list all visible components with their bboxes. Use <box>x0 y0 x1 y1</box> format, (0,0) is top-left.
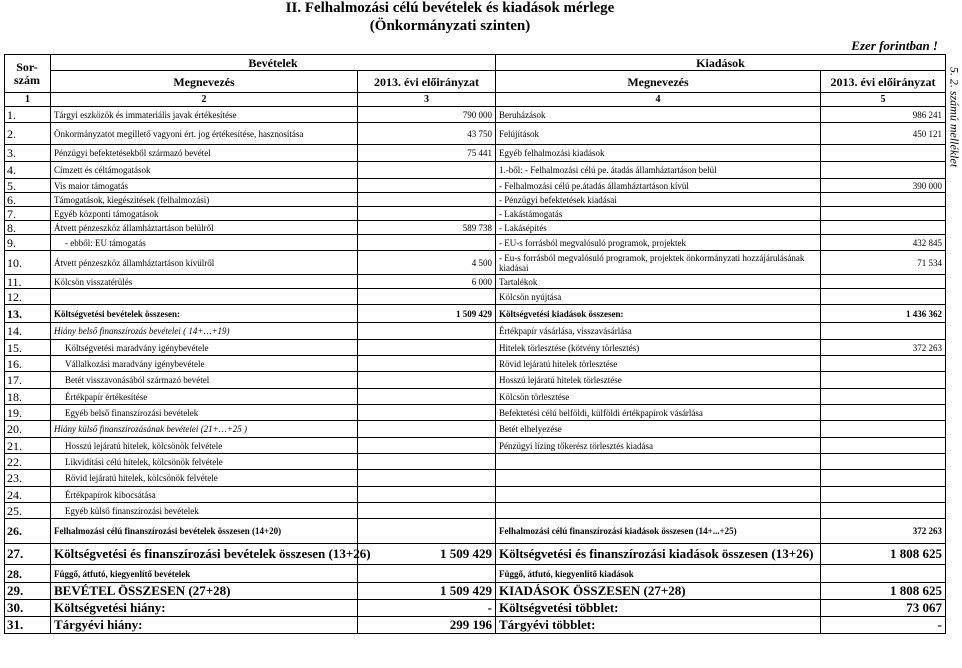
revenue-value <box>358 503 496 519</box>
expense-name: Költségvetési kiadások összesen: <box>496 305 821 323</box>
revenue-value: 299 196 <box>358 617 496 634</box>
row-number: 31. <box>5 617 51 634</box>
revenue-name: Hosszú lejáratú hitelek, kölcsönök felvétele <box>51 438 358 454</box>
expense-value <box>821 372 946 389</box>
revenue-value: 1 509 429 <box>358 305 496 323</box>
header-eloiranyzat-left: 2013. évi előirányzat <box>358 71 496 93</box>
table-row <box>5 487 946 503</box>
expense-name: KIADÁSOK ÖSSZESEN (27+28) <box>496 583 821 600</box>
expense-name: Kölcsön törlesztése <box>496 389 821 405</box>
revenue-name: Függő, átfutó, kiegyenlítő bevételek <box>51 565 358 583</box>
table-row <box>5 162 946 179</box>
row-number: 20. <box>5 421 51 438</box>
revenue-name <box>51 289 358 305</box>
table-row <box>5 145 946 162</box>
page-subtitle: (Önkormányzati szinten) <box>369 18 531 34</box>
revenue-name: Tárgyi eszközök és immateriális javak értékesítése <box>51 107 358 123</box>
revenue-name: Hiány belső finanszírozás bevételei ( 14+…+19) <box>51 323 358 340</box>
row-number: 13. <box>5 305 51 323</box>
revenue-value: - <box>358 600 496 617</box>
revenue-name: Rövid lejáratú hitelek, kölcsönök felvétele <box>51 470 358 487</box>
revenue-value: 43 750 <box>358 123 496 145</box>
row-number: 2. <box>5 123 51 145</box>
expense-name: - EU-s forrásból megvalósuló programok, projektek <box>496 235 821 251</box>
revenue-value: 790 000 <box>358 107 496 123</box>
revenue-value: 75 441 <box>358 145 496 162</box>
expense-name: Rövid lejáratú hitelek törlesztése <box>496 356 821 372</box>
expense-value <box>821 221 946 235</box>
expense-value <box>821 145 946 162</box>
row-number: 4. <box>5 162 51 179</box>
row-number: 9. <box>5 235 51 251</box>
row-number: 19. <box>5 405 51 421</box>
row-number: 1. <box>5 107 51 123</box>
expense-name: Befektetési célú belföldi, külföldi értékpapírok vásárlása <box>496 405 821 421</box>
revenue-value <box>358 235 496 251</box>
table-row <box>5 221 946 235</box>
revenue-name: Költségvetési hiány: <box>51 600 358 617</box>
table-row <box>5 207 946 221</box>
expense-value: 1 808 625 <box>821 544 946 565</box>
expense-name: Tartalékok <box>496 275 821 289</box>
revenue-name: Egyéb központi támogatások <box>51 207 358 221</box>
header-col-1: 1 <box>5 93 51 107</box>
row-number: 11. <box>5 275 51 289</box>
revenue-name: Betét visszavonásából származó bevétel <box>51 372 358 389</box>
row-number: 3. <box>5 145 51 162</box>
expense-name: Kölcsön nyújtása <box>496 289 821 305</box>
row-number: 10. <box>5 251 51 275</box>
table-row <box>5 275 946 289</box>
revenue-name: Címzett és céltámogatások <box>51 162 358 179</box>
row-number: 29. <box>5 583 51 600</box>
header-megnevezes-left: Megnevezés <box>51 71 358 93</box>
header-sorszam <box>5 55 51 93</box>
expense-value <box>821 275 946 289</box>
revenue-value: 4 500 <box>358 251 496 275</box>
revenue-name: Költségvetési bevételek összesen: <box>51 305 358 323</box>
header-col-4: 4 <box>496 93 821 107</box>
expense-name: Értékpapír vásárlása, visszavásárlása <box>496 323 821 340</box>
revenue-value <box>358 454 496 470</box>
expense-name: Felhalmozási célú finanszírozási kiadások összesen (14+...+25) <box>496 519 821 544</box>
revenue-name: Egyéb külső finanszírozási bevételek <box>51 503 358 519</box>
revenue-name: Átvett pénzeszköz államháztartáson kívülről <box>51 251 358 275</box>
revenue-name: Átvett pénzeszköz államháztartáson belülről <box>51 221 358 235</box>
unit-label: Ezer forintban ! <box>851 38 938 53</box>
row-number: 6. <box>5 193 51 207</box>
table-row <box>5 617 946 634</box>
expense-value <box>821 438 946 454</box>
expense-value: 372 263 <box>821 340 946 356</box>
table-row <box>5 503 946 519</box>
expense-value: 450 121 <box>821 123 946 145</box>
expense-value <box>821 454 946 470</box>
revenue-name: Hiány külső finanszírozásának bevételei (21+…+25 ) <box>51 421 358 438</box>
table-row <box>5 340 946 356</box>
expense-name: - Eu-s forrásból megvalósuló programok, projektek önkormányzati hozzájárulásának kiadásai <box>496 251 821 275</box>
expense-value <box>821 405 946 421</box>
expense-value: 986 241 <box>821 107 946 123</box>
table-row <box>5 544 946 565</box>
expense-name: Függő, átfutó, kiegyenlítő kiadások <box>496 565 821 583</box>
row-number: 24. <box>5 487 51 503</box>
table-row <box>5 123 946 145</box>
table-row <box>5 454 946 470</box>
expense-value <box>821 470 946 487</box>
table-body <box>5 107 946 634</box>
revenue-name: Értékpapírok kibocsátása <box>51 487 358 503</box>
row-number: 16. <box>5 356 51 372</box>
revenue-name: Támogatások, kiegészítések (felhalmozási) <box>51 193 358 207</box>
row-number: 28. <box>5 565 51 583</box>
table-row <box>5 107 946 123</box>
expense-name <box>496 487 821 503</box>
revenue-name: Felhalmozási célú finanszírozási bevételek összesen (14+20) <box>51 519 358 544</box>
row-number: 5. <box>5 179 51 193</box>
expense-value: 432 845 <box>821 235 946 251</box>
table-row <box>5 305 946 323</box>
expense-name: - Pénzügyi befektetések kiadásai <box>496 193 821 207</box>
table-row <box>5 235 946 251</box>
revenue-value: 6 000 <box>358 275 496 289</box>
table-row <box>5 421 946 438</box>
expense-value: - <box>821 617 946 634</box>
revenue-name: Költségvetési maradvány igénybevétele <box>51 340 358 356</box>
expense-value: 1 436 362 <box>821 305 946 323</box>
expense-value <box>821 356 946 372</box>
row-number: 8. <box>5 221 51 235</box>
table-row <box>5 251 946 275</box>
row-number: 21. <box>5 438 51 454</box>
revenue-name: BEVÉTEL ÖSSZESEN (27+28) <box>51 583 358 600</box>
revenue-value <box>358 470 496 487</box>
row-number: 18. <box>5 389 51 405</box>
expense-value <box>821 503 946 519</box>
expense-value <box>821 193 946 207</box>
table-row <box>5 356 946 372</box>
revenue-value: 589 738 <box>358 221 496 235</box>
row-number: 27. <box>5 544 51 565</box>
expense-name: Felújítások <box>496 123 821 145</box>
table-row <box>5 519 946 544</box>
revenue-value <box>358 519 496 544</box>
expense-name: Pénzügyi lízing tőkerész törlesztés kiadása <box>496 438 821 454</box>
table-row <box>5 470 946 487</box>
table-row <box>5 179 946 193</box>
expense-value: 390 000 <box>821 179 946 193</box>
expense-value: 372 263 <box>821 519 946 544</box>
revenue-name: Költségvetési és finanszírozási bevételek összesen (13+26) <box>51 544 358 565</box>
row-number: 7. <box>5 207 51 221</box>
expense-name: Tárgyévi többlet: <box>496 617 821 634</box>
side-label-text: 5. 2. számú melléklet <box>947 66 962 168</box>
side-label <box>947 58 961 176</box>
revenue-value: 1 509 429 <box>358 583 496 600</box>
expense-name: Hitelek törlesztése (kötvény törlesztés) <box>496 340 821 356</box>
expense-name <box>496 503 821 519</box>
revenue-value <box>358 289 496 305</box>
expense-value <box>821 389 946 405</box>
revenue-value <box>358 162 496 179</box>
revenue-value <box>358 421 496 438</box>
expense-name <box>496 454 821 470</box>
expense-name <box>496 470 821 487</box>
expense-value <box>821 421 946 438</box>
row-number: 22. <box>5 454 51 470</box>
expense-name: Egyéb felhalmozási kiadások <box>496 145 821 162</box>
table-row <box>5 389 946 405</box>
expense-name: - Lakástámogatás <box>496 207 821 221</box>
revenue-value <box>358 565 496 583</box>
revenue-value <box>358 179 496 193</box>
expense-value <box>821 289 946 305</box>
revenue-value <box>358 389 496 405</box>
revenue-name: Értékpapír értékesítése <box>51 389 358 405</box>
row-number: 30. <box>5 600 51 617</box>
balance-table <box>4 54 946 634</box>
row-number: 12. <box>5 289 51 305</box>
expense-name: - Lakásépítés <box>496 221 821 235</box>
revenue-name: - ebből: EU támogatás <box>51 235 358 251</box>
revenue-value <box>358 193 496 207</box>
table-row <box>5 289 946 305</box>
header-bevetelek: Bevételek <box>51 55 496 71</box>
expense-value <box>821 162 946 179</box>
row-number: 17. <box>5 372 51 389</box>
expense-value <box>821 565 946 583</box>
expense-name: 1.-ből: - Felhalmozási célú pe. átadás államháztartáson belül <box>496 162 821 179</box>
revenue-value <box>358 487 496 503</box>
expense-value <box>821 323 946 340</box>
table-row <box>5 323 946 340</box>
revenue-value <box>358 372 496 389</box>
header-col-2: 2 <box>51 93 358 107</box>
expense-name: Beruházások <box>496 107 821 123</box>
header-megnevezes-right: Megnevezés <box>496 71 821 93</box>
table-row <box>5 193 946 207</box>
table-row <box>5 583 946 600</box>
expense-name: - Felhalmozási célú pe.átadás államháztartáson kívül <box>496 179 821 193</box>
expense-name: Költségvetési többlet: <box>496 600 821 617</box>
expense-value: 71 534 <box>821 251 946 275</box>
revenue-name: Pénzügyi befektetésekből származó bevétel <box>51 145 358 162</box>
table-row <box>5 600 946 617</box>
header-sorszam-2: szám <box>14 72 40 87</box>
revenue-name: Kölcsön visszatérülés <box>51 275 358 289</box>
revenue-value <box>358 323 496 340</box>
revenue-value <box>358 405 496 421</box>
table-row <box>5 438 946 454</box>
expense-value: 1 808 625 <box>821 583 946 600</box>
expense-value <box>821 207 946 221</box>
row-number: 15. <box>5 340 51 356</box>
expense-value <box>821 487 946 503</box>
revenue-value: 1 509 429 <box>358 544 496 565</box>
row-number: 26. <box>5 519 51 544</box>
header-col-5: 5 <box>821 93 946 107</box>
revenue-name: Egyéb belső finanszírozási bevételek <box>51 405 358 421</box>
header-sorszam-1: Sor- <box>16 59 38 74</box>
revenue-value <box>358 207 496 221</box>
revenue-name: Likviditási célú hitelek, kölcsönök felvétele <box>51 454 358 470</box>
expense-name: Költségvetési és finanszírozási kiadások összesen (13+26) <box>496 544 821 565</box>
revenue-name: Önkormányzatot megillető vagyoni ért. jog értékesítése, hasznosítása <box>51 123 358 145</box>
revenue-value <box>358 356 496 372</box>
header-eloiranyzat-right: 2013. évi előirányzat <box>821 71 946 93</box>
revenue-name: Tárgyévi hiány: <box>51 617 358 634</box>
revenue-name: Vis maior támogatás <box>51 179 358 193</box>
expense-name: Hosszú lejáratú hitelek törlesztése <box>496 372 821 389</box>
table-row <box>5 405 946 421</box>
expense-value: 73 067 <box>821 600 946 617</box>
row-number: 14. <box>5 323 51 340</box>
revenue-value <box>358 438 496 454</box>
expense-name: Betét elhelyezése <box>496 421 821 438</box>
table-row <box>5 565 946 583</box>
table-row <box>5 372 946 389</box>
page-title: II. Felhalmozási célú bevételek és kiadások mérlege <box>285 0 615 16</box>
revenue-name: Vállalkozási maradvány igénybevétele <box>51 356 358 372</box>
revenue-value <box>358 340 496 356</box>
header-kiadasok: Kiadások <box>496 55 946 71</box>
row-number: 25. <box>5 503 51 519</box>
row-number: 23. <box>5 470 51 487</box>
header-col-3: 3 <box>358 93 496 107</box>
